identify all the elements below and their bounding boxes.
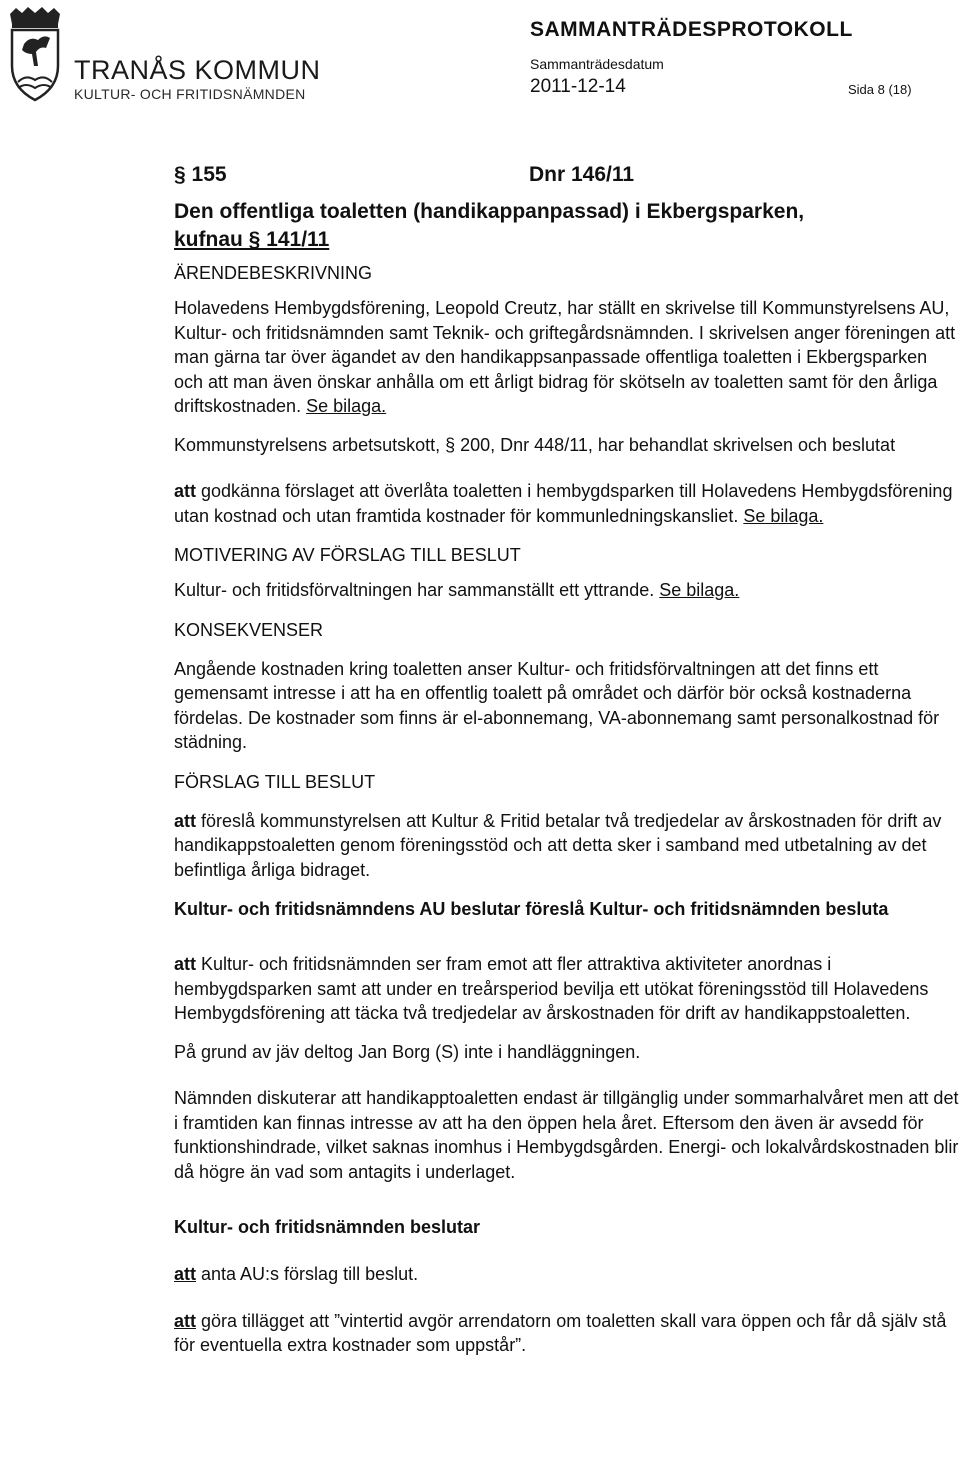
heading-au-beslut: Kultur- och fritidsnämndens AU beslutar föreslå Kultur- och fritidsnämnden besluta bbox=[174, 899, 889, 919]
paragraph-arende-3: att godkänna förslaget att överlåta toaletten i hembygdsparken till Holavedens Hembygdsförening utan kostnad och utan framtida kostnader för kommunledningskansliet. Se bilaga. bbox=[174, 481, 953, 526]
paragraph-au-beslut: att Kultur- och fritidsnämnden ser fram emot att fler attraktiva aktiviteter anordnas i hembygdsparken samt att under en treårsperiod bevilja ett utökat föreningsstöd till Holavedens Hembygdsförening att täcka två tredjedelar av årskostnaden för drift av handikappstoaletten. bbox=[174, 954, 929, 1023]
heading-beslut: Kultur- och fritidsnämnden beslutar bbox=[174, 1217, 481, 1237]
paragraph-arende-1: Holavedens Hembygdsförening, Leopold Creutz, har ställt en skrivelse till Kommunstyrelsens AU, Kultur- och fritidsnämnden samt Teknik- och griftegårdsnämnden. I skrivelsen anger föreningen att man gärna tar över ägandet av den handikappsanpassade offentliga toaletten i Ekbergsparken och att man även önskar anhålla om ett årligt bidrag för skötseln av toaletten samt för den årliga driftskostnaden. Se bilaga. bbox=[174, 298, 956, 416]
meeting-date: 2011-12-14 bbox=[530, 76, 626, 97]
organization-department: KULTUR- OCH FRITIDSNÄMNDEN bbox=[74, 86, 306, 102]
heading-arendebeskrivning: ÄRENDEBESKRIVNING bbox=[174, 263, 373, 283]
attachment-link[interactable]: Se bilaga. bbox=[743, 505, 824, 526]
paragraph-beslut-1: att anta AU:s förslag till beslut. bbox=[174, 1264, 419, 1284]
section-title-line1: Den offentliga toaletten (handikappanpassad) i Ekbergsparken, bbox=[174, 200, 805, 223]
att-keyword: att bbox=[174, 1264, 196, 1284]
paragraph-arende-2: Kommunstyrelsens arbetsutskott, § 200, Dnr 448/11, har behandlat skrivelsen och beslutat bbox=[174, 434, 896, 455]
paragraph-forslag: att föreslå kommunstyrelsen att Kultur & Fritid betalar två tredjedelar av årskostnaden för drift av handikappstoaletten genom föreningsstöd och att detta sker i samband med utbetalning av det befintliga årliga bidraget. bbox=[174, 810, 942, 880]
att-keyword: att bbox=[174, 481, 196, 501]
paragraph-diskussion: Nämnden diskuterar att handikapptoaletten endast är tillgänglig under sommarhalvåret men att det i framtiden kan finnas intresse av att ha den öppen hela året. Eftersom den även är avsedd för funktionshindrade, vilket saknas inomhus i Hembygdsgården. Energi- och lokalvårdskostnaden blir då högre än vad som antagits i underlaget. bbox=[174, 1088, 959, 1182]
meeting-date-label: Sammanträdesdatum bbox=[530, 56, 664, 72]
paragraph-jav: På grund av jäv deltog Jan Borg (S) inte i handläggningen. bbox=[174, 1041, 641, 1062]
heading-konsekvenser: KONSEKVENSER bbox=[174, 619, 324, 640]
municipal-crest-logo bbox=[4, 4, 66, 104]
paragraph-motivering: Kultur- och fritidsförvaltningen har sammanställt ett yttrande. Se bilaga. bbox=[174, 580, 740, 600]
page-header bbox=[0, 0, 960, 110]
attachment-link[interactable]: Se bilaga. bbox=[306, 396, 387, 416]
organization-block bbox=[74, 56, 321, 102]
diary-number: Dnr 146/11 bbox=[529, 163, 635, 186]
att-keyword: att bbox=[174, 1310, 196, 1331]
heading-forslag: FÖRSLAG TILL BESLUT bbox=[174, 771, 376, 792]
attachment-link[interactable]: Se bilaga. bbox=[659, 580, 740, 600]
protocol-body bbox=[174, 160, 960, 1358]
att-keyword: att bbox=[174, 810, 196, 831]
paragraph-beslut-2: att göra tillägget att ”vintertid avgör arrendatorn om toaletten skall vara öppen och får då själv stå för eventuella extra kostnader som uppstår”. bbox=[174, 1310, 947, 1355]
document-title: SAMMANTRÄDESPROTOKOLL bbox=[530, 18, 853, 41]
section-title-line2: kufnau § 141/11 bbox=[174, 228, 330, 251]
organization-name: TRANÅS KOMMUN bbox=[74, 55, 321, 85]
heading-motivering: MOTIVERING AV FÖRSLAG TILL BESLUT bbox=[174, 545, 521, 565]
section-number-line bbox=[174, 160, 960, 190]
att-keyword: att bbox=[174, 954, 196, 974]
paragraph-number: § 155 bbox=[174, 163, 227, 186]
section-title bbox=[174, 198, 960, 254]
paragraph-konsekvenser: Angående kostnaden kring toaletten anser Kultur- och fritidsförvaltningen att det finns ett gemensamt intresse i att ha en offentlig toalett på området och därför bör också kostnaderna fördelas. De kostnader som finns är el-abonnemang, VA-abonnemang samt personalkostnad för städning. bbox=[174, 658, 940, 752]
page-number: Sida 8 (18) bbox=[848, 82, 912, 97]
